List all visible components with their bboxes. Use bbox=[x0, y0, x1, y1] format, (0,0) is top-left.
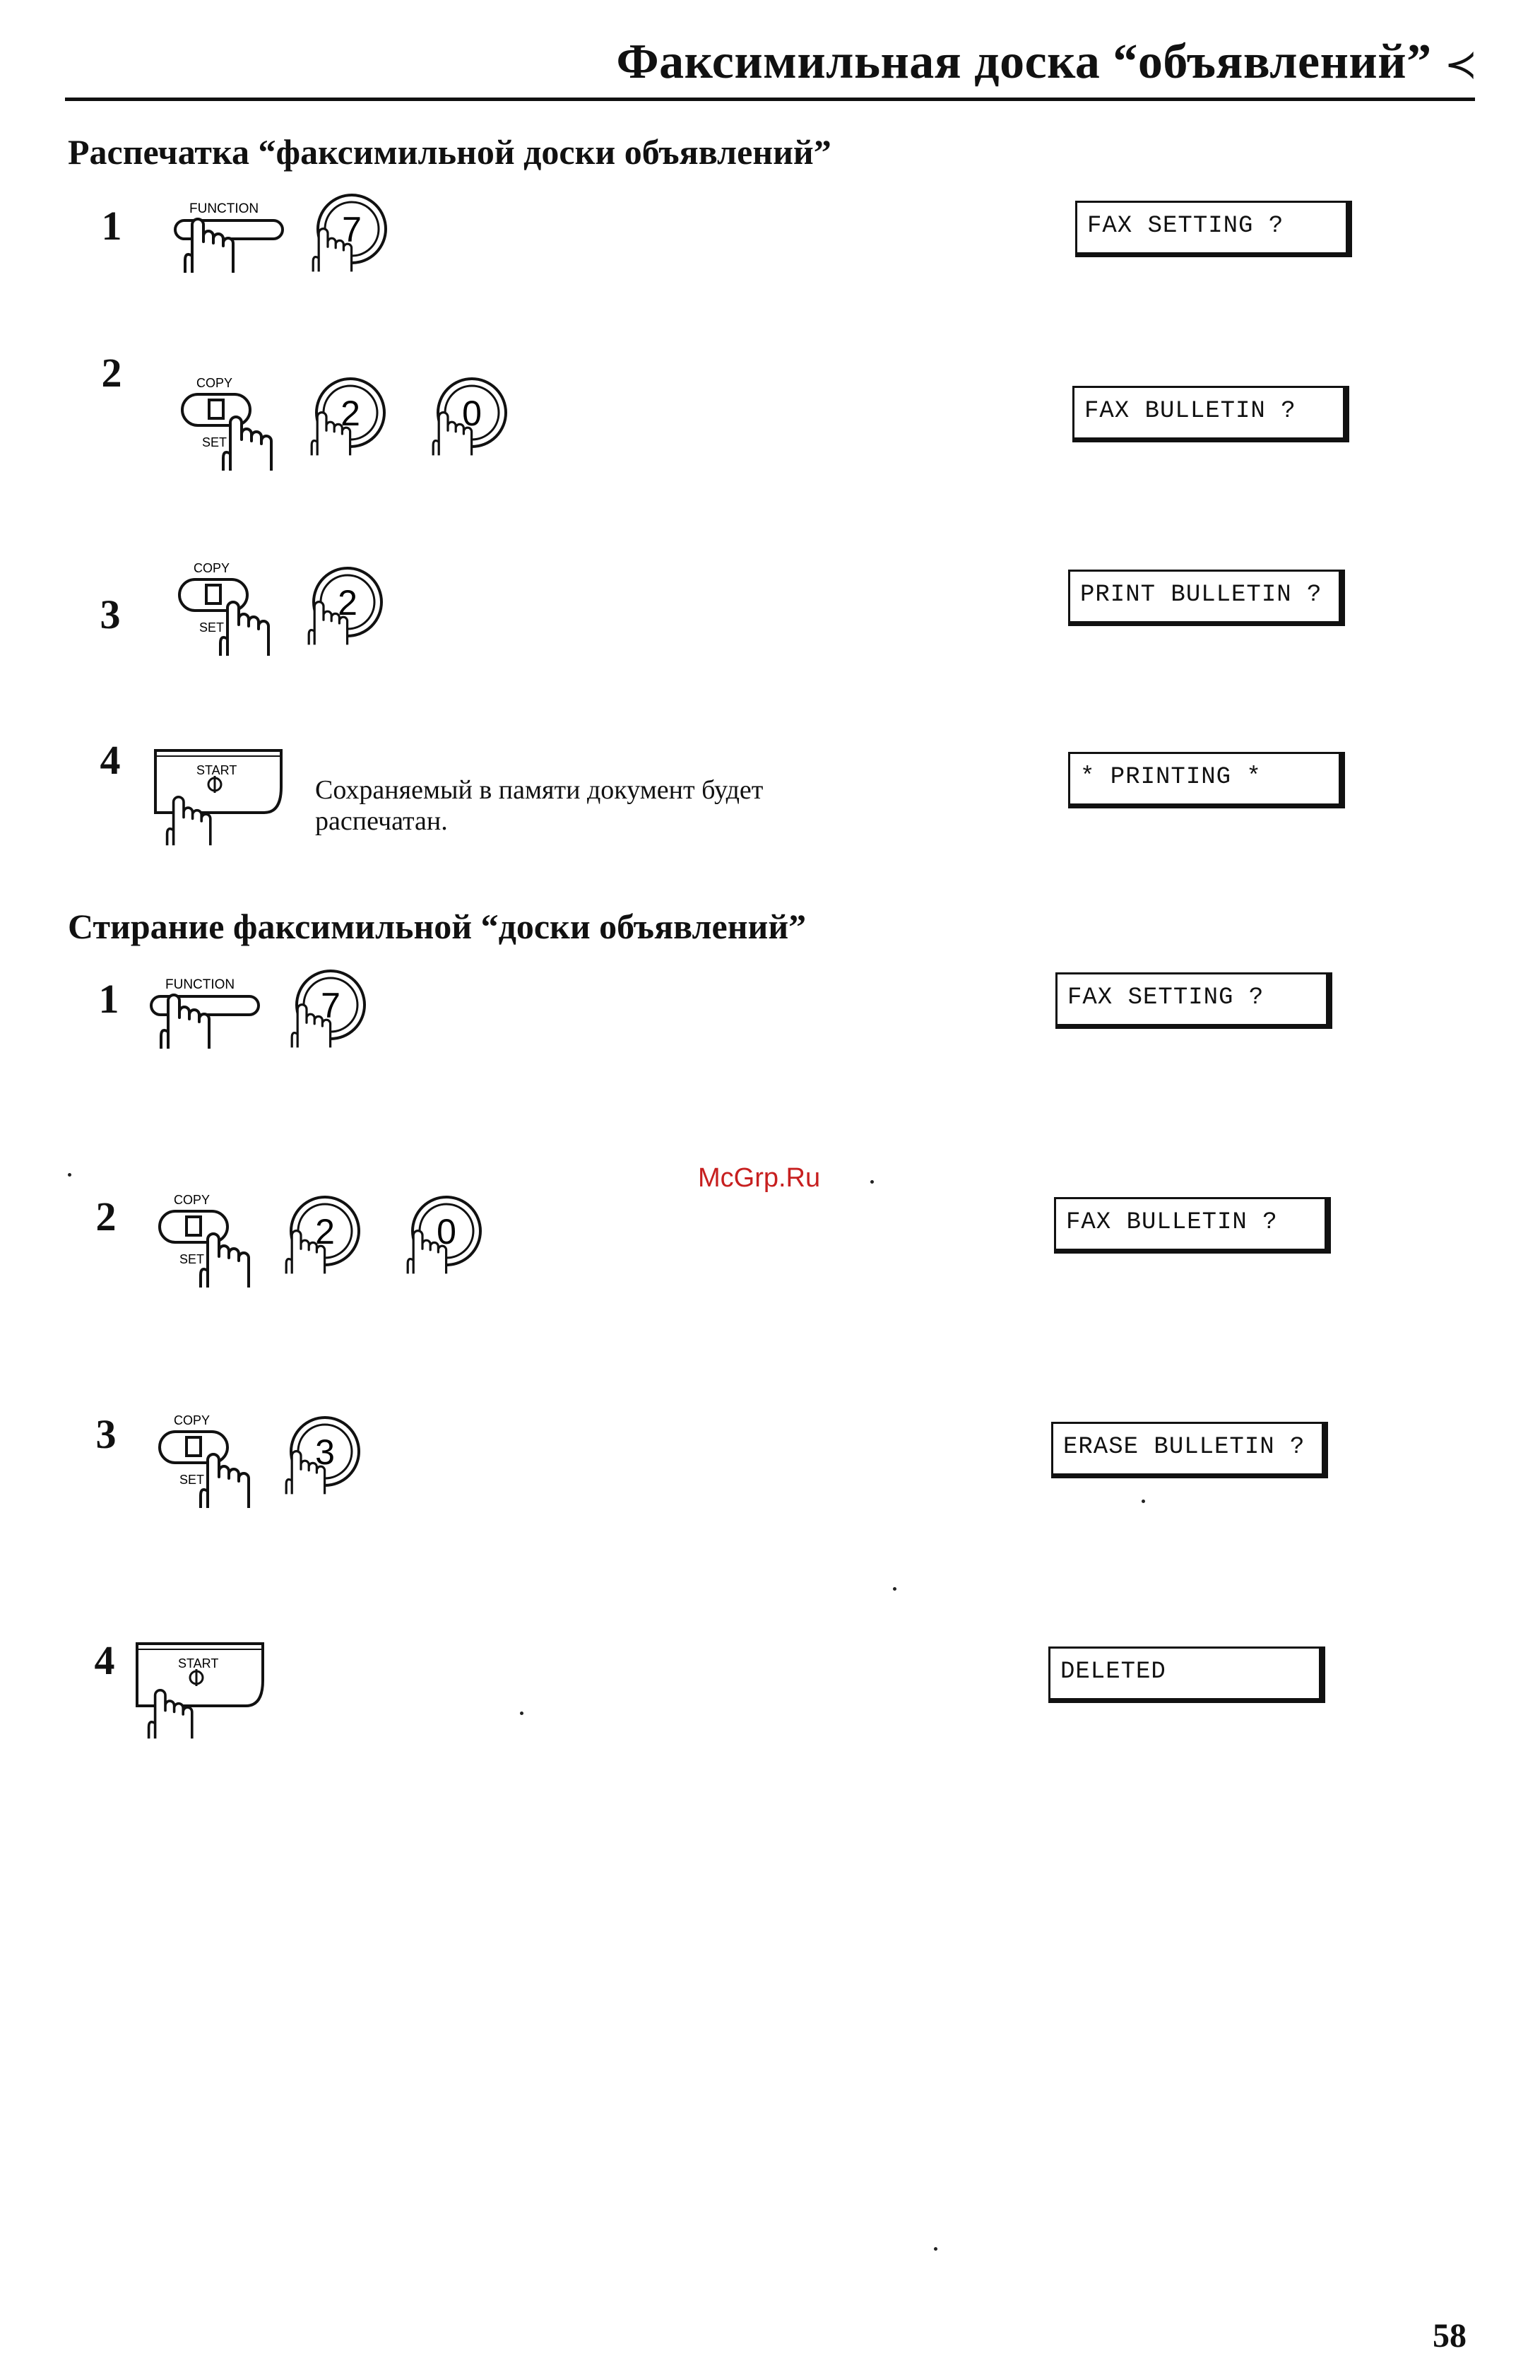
lcd-display: FAX BULLETIN ? bbox=[1072, 386, 1349, 442]
step-number: 4 bbox=[100, 737, 121, 783]
digit-0-key-icon bbox=[424, 376, 516, 475]
step-number: 2 bbox=[101, 350, 122, 396]
scan-speck bbox=[68, 1173, 71, 1177]
scan-speck bbox=[870, 1180, 874, 1184]
copy-set-key-icon bbox=[153, 1412, 259, 1511]
step-number: 1 bbox=[101, 203, 122, 249]
scan-speck bbox=[893, 1587, 896, 1591]
copy-set-key-icon bbox=[153, 1191, 259, 1290]
lcd-display: DELETED bbox=[1048, 1646, 1325, 1703]
digit-3-key-icon bbox=[277, 1415, 369, 1514]
function-key-label: FUNCTION bbox=[165, 977, 235, 992]
digit-7-key-icon bbox=[283, 968, 374, 1067]
lcd-display: FAX SETTING ? bbox=[1055, 972, 1332, 1029]
digit-label: 2 bbox=[338, 583, 357, 623]
digit-label: 2 bbox=[315, 1212, 335, 1251]
digit-label: 7 bbox=[321, 986, 340, 1025]
scan-speck bbox=[520, 1712, 523, 1715]
lcd-display: PRINT BULLETIN ? bbox=[1068, 570, 1345, 626]
function-key-icon bbox=[170, 198, 290, 290]
lcd-display: ERASE BULLETIN ? bbox=[1051, 1422, 1328, 1478]
page-title: Факсимильная доска “объявлений” ≺ bbox=[616, 35, 1478, 89]
set-key-label: SET bbox=[202, 435, 227, 449]
digit-label: 2 bbox=[340, 394, 360, 433]
set-key-label: SET bbox=[199, 620, 225, 635]
scan-speck bbox=[934, 2247, 937, 2251]
scan-speck bbox=[1142, 1500, 1145, 1503]
step-number: 3 bbox=[95, 1411, 117, 1457]
copy-key-label: COPY bbox=[194, 561, 230, 575]
digit-7-key-icon bbox=[304, 192, 396, 291]
set-key-label: SET bbox=[179, 1252, 205, 1266]
copy-key-label: COPY bbox=[196, 376, 233, 390]
function-key-icon bbox=[146, 974, 266, 1066]
function-key-label: FUNCTION bbox=[189, 201, 259, 216]
section-title-erase: Стирание факсимильной “доски объявлений” bbox=[68, 907, 807, 946]
copy-key-label: COPY bbox=[174, 1193, 211, 1207]
digit-2-key-icon bbox=[300, 565, 391, 664]
chevron-left-icon: ≺ bbox=[1444, 43, 1478, 87]
lcd-display: * PRINTING * bbox=[1068, 752, 1345, 808]
watermark: McGrp.Ru bbox=[698, 1163, 821, 1193]
step-number: 2 bbox=[95, 1194, 117, 1239]
step-number: 1 bbox=[98, 976, 119, 1022]
copy-set-key-icon bbox=[172, 560, 278, 659]
digit-label: 0 bbox=[462, 394, 482, 433]
digit-0-key-icon bbox=[398, 1194, 490, 1293]
copy-set-key-icon bbox=[175, 375, 281, 473]
digit-2-key-icon bbox=[277, 1194, 369, 1293]
digit-label: 0 bbox=[437, 1212, 456, 1251]
step-note: Сохраняемый в памяти документ будет распечатан. bbox=[315, 775, 764, 836]
start-key-icon bbox=[131, 1638, 273, 1744]
digit-label: 7 bbox=[342, 210, 362, 249]
lcd-display: FAX BULLETIN ? bbox=[1054, 1197, 1331, 1254]
set-key-label: SET bbox=[179, 1473, 205, 1487]
lcd-display: FAX SETTING ? bbox=[1075, 201, 1352, 257]
start-key-icon bbox=[150, 745, 291, 851]
digit-label: 3 bbox=[315, 1432, 335, 1472]
step-number: 3 bbox=[100, 591, 121, 637]
start-key-label: START bbox=[196, 763, 237, 777]
page-number: 58 bbox=[1433, 2317, 1467, 2355]
section-title-print: Распечатка “факсимильной доски объявлений” bbox=[68, 132, 831, 172]
copy-key-label: COPY bbox=[174, 1413, 211, 1427]
digit-2-key-icon bbox=[302, 376, 394, 475]
title-divider bbox=[65, 98, 1475, 101]
step-number: 4 bbox=[94, 1637, 115, 1683]
start-key-label: START bbox=[178, 1656, 219, 1671]
